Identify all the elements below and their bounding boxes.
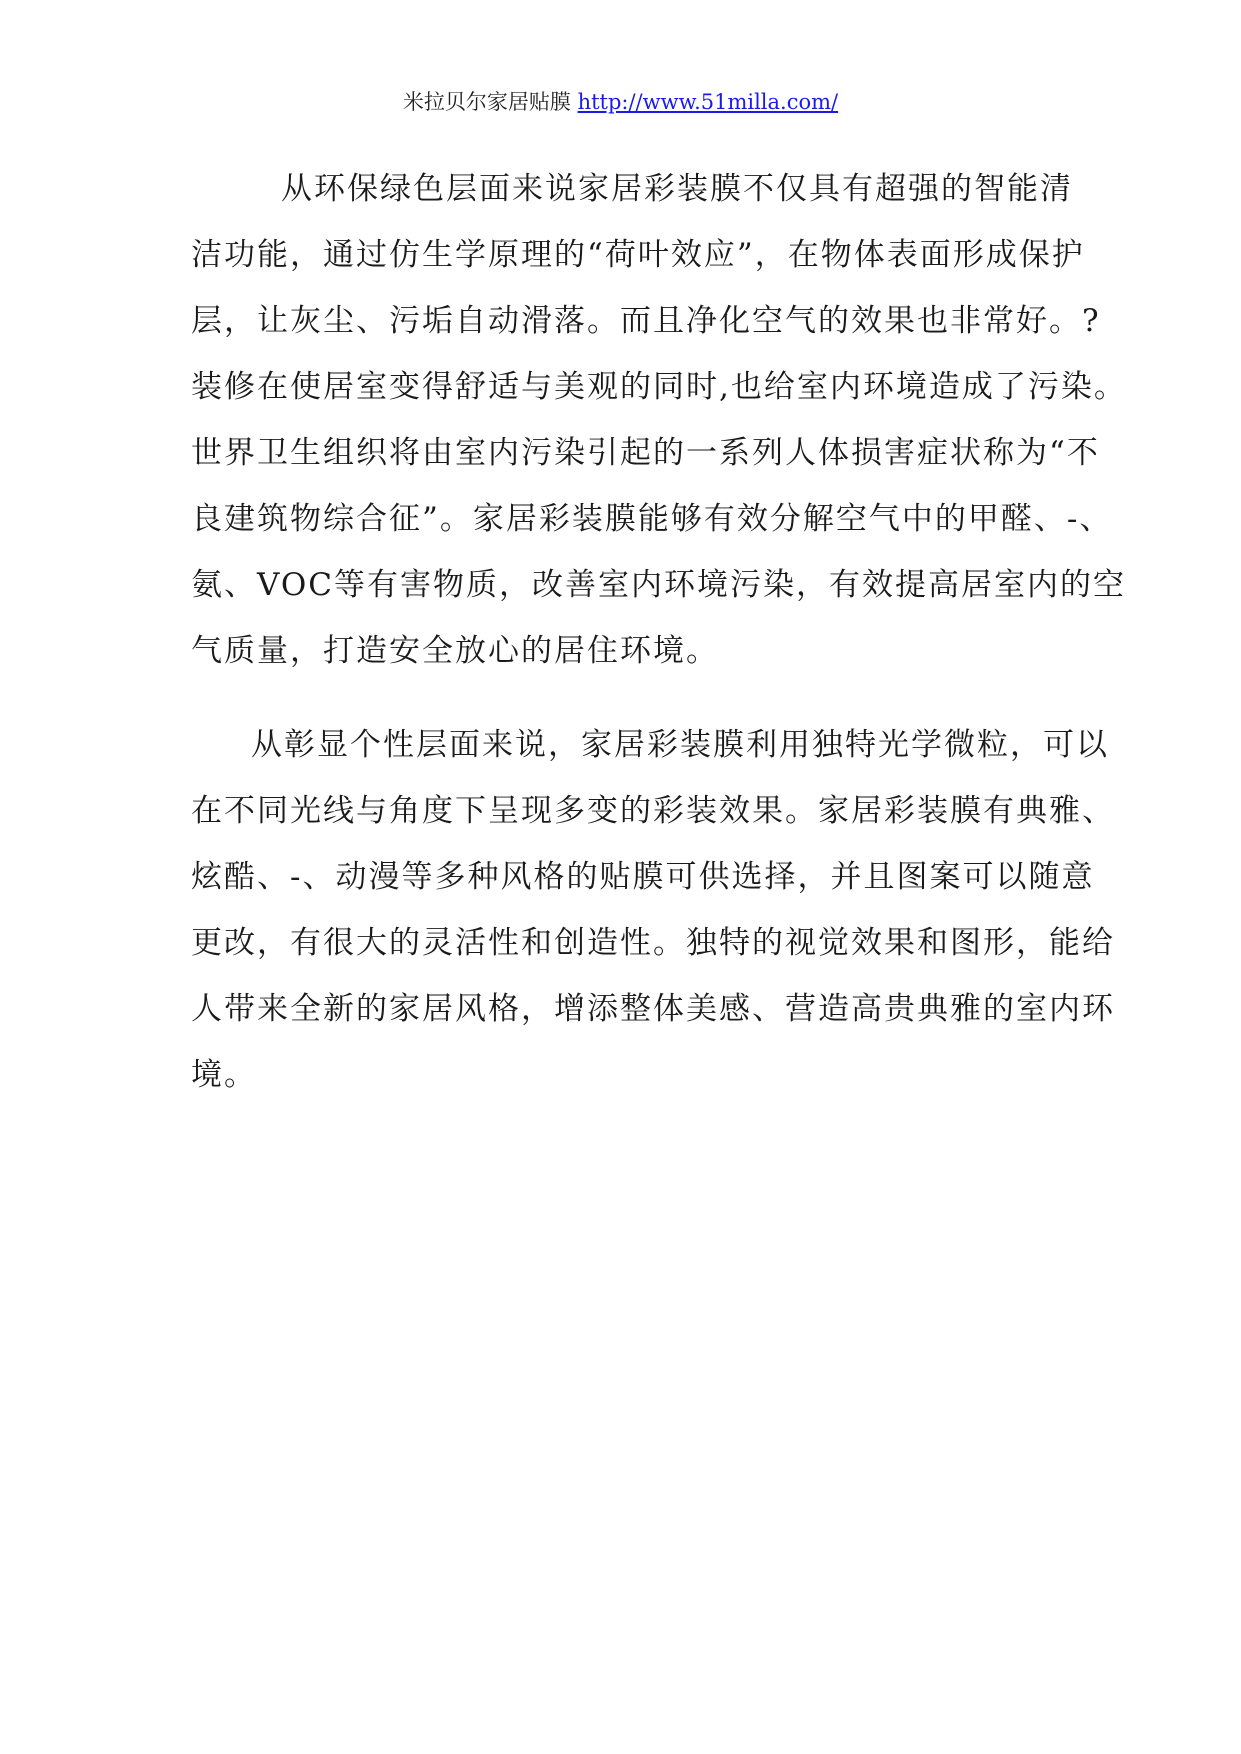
text-line: 装修在使居室变得舒适与美观的同时,也给室内环境造成了污染。 xyxy=(191,369,1127,405)
site-url-link[interactable]: http://www.51milla.com/ xyxy=(577,90,839,114)
text-line: 气质量，打造安全放心的居住环境。 xyxy=(191,633,719,669)
site-name: 米拉贝尔家居贴膜 xyxy=(402,90,571,114)
text-line: 炫酷、-、动漫等多种风格的贴膜可供选择，并且图案可以随意 xyxy=(191,859,1095,895)
paragraph-style xyxy=(191,712,1115,1108)
text-line: 境。 xyxy=(191,1057,257,1093)
text-line: 洁功能，通过仿生学原理的“荷叶效应”，在物体表面形成保护 xyxy=(191,237,1085,273)
text-line: 人带来全新的家居风格，增添整体美感、营造高贵典雅的室内环 xyxy=(191,991,1115,1027)
text-line: 从彰显个性层面来说，家居彩装膜利用独特光学微粒，可以 xyxy=(251,727,1109,763)
text-line: 世界卫生组织将由室内污染引起的一系列人体损害症状称为“不 xyxy=(191,435,1100,471)
text-line: 良建筑物综合征”。家居彩装膜能够有效分解空气中的甲醛、-、 xyxy=(191,501,1113,537)
paragraph-eco xyxy=(191,156,1127,684)
text-line: 层，让灰尘、污垢自动滑落。而且净化空气的效果也非常好。? xyxy=(191,303,1101,339)
text-line: 在不同光线与角度下呈现多变的彩装效果。家居彩装膜有典雅、 xyxy=(191,793,1115,829)
text-line: 氨、VOC等有害物质，改善室内环境污染，有效提高居室内的空 xyxy=(191,567,1126,603)
document-body xyxy=(191,156,1127,1108)
text-line: 更改，有很大的灵活性和创造性。独特的视觉效果和图形，能给 xyxy=(191,925,1115,961)
text-line: 从环保绿色层面来说家居彩装膜不仅具有超强的智能清 xyxy=(281,171,1073,207)
page-header xyxy=(0,88,1241,116)
